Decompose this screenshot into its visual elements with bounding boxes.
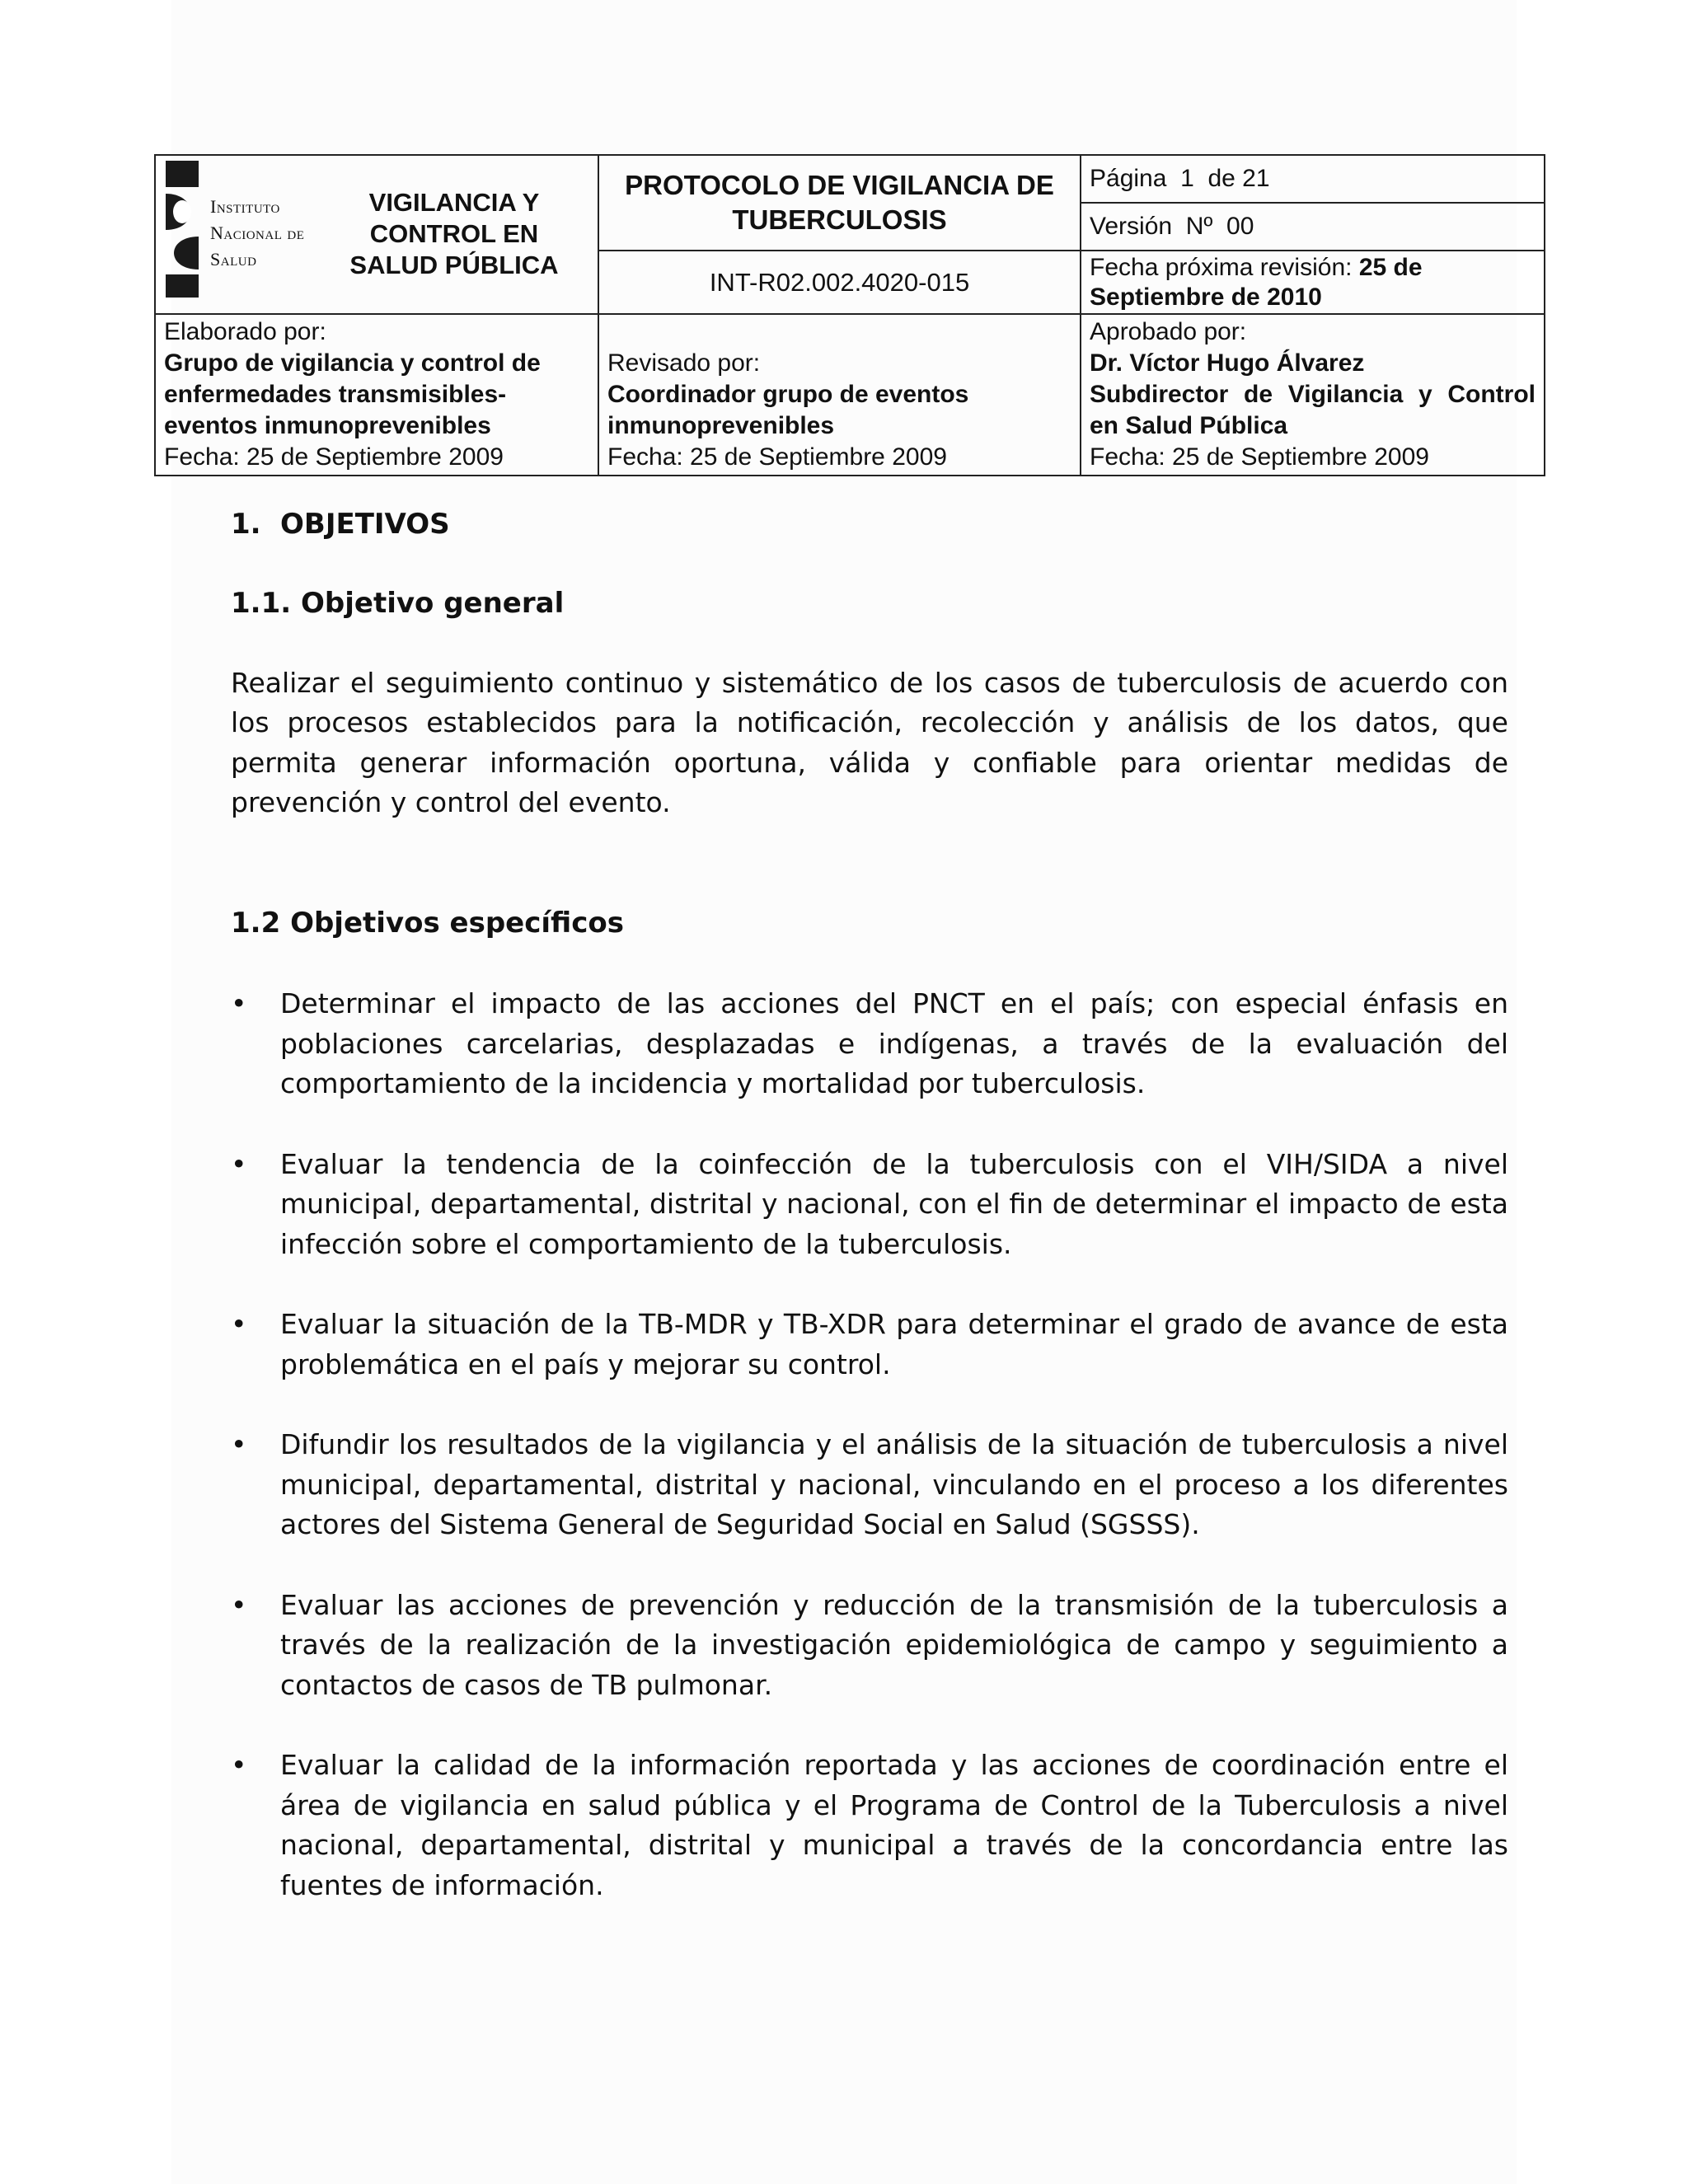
bullet-icon: • bbox=[231, 1428, 247, 1460]
bullet-icon: • bbox=[231, 1308, 247, 1340]
specific-objectives-heading: 1.2 Objetivos específicos bbox=[231, 906, 624, 940]
list-item: • Evaluar la calidad de la información reportada y las acciones de coordinación entre el área de vigilancia en salud pública y el Programa de Control de la Tuberculosis a nivel nacional, departamental, distrital y municipal a través de la concordancia entre las fuentes de información. bbox=[231, 1746, 1508, 1905]
ins-logo-icon bbox=[166, 161, 199, 298]
general-objective-heading: 1.1. Objetivo general bbox=[231, 587, 565, 620]
document-header-table bbox=[154, 154, 1545, 476]
logo-cell bbox=[155, 155, 598, 314]
version-number: Versión Nº 00 bbox=[1081, 203, 1545, 251]
bullet-icon: • bbox=[231, 1749, 247, 1781]
document-body bbox=[231, 504, 1508, 1905]
bullet-icon: • bbox=[231, 1147, 247, 1180]
specific-objectives-list bbox=[231, 984, 1508, 1905]
elaborado-cell: Elaborado por: Grupo de vigilancia y control de enfermedades transmisibles-eventos inmunoprevenibles Fecha: 25 de Septiembre 2009 bbox=[155, 314, 598, 476]
bullet-icon: • bbox=[231, 987, 247, 1019]
page-number: Página 1 de 21 bbox=[1081, 155, 1545, 203]
list-item: • Difundir los resultados de la vigilancia y el análisis de la situación de tuberculosis a nivel municipal, departamental, distrital y nacional, vinculando en el proceso a los diferentes actores del Sistema General de Seguridad Social en Salud (SGSSS). bbox=[231, 1425, 1508, 1545]
revisado-cell: Revisado por: Coordinador grupo de eventos inmunoprevenibles Fecha: 25 de Septiembre 2009 bbox=[598, 314, 1081, 476]
list-item: • Evaluar las acciones de prevención y reducción de la transmisión de la tuberculosis a través de la realización de la investigación epidemiológica de campo y seguimiento a contactos de casos de TB pulmonar. bbox=[231, 1586, 1508, 1706]
section-heading: 1. OBJETIVOS bbox=[231, 508, 450, 541]
unit-title: VIGILANCIA Y CONTROL EN SALUD PÚBLICA bbox=[349, 188, 559, 279]
list-item: • Determinar el impacto de las acciones del PNCT en el país; con especial énfasis en poblaciones carcelarias, desplazadas e indígenas, a través de la evaluación del comportamiento de la incidencia y mortalidad por tuberculosis. bbox=[231, 984, 1508, 1104]
institute-name: Instituto Nacional de Salud bbox=[210, 196, 305, 269]
bullet-icon: • bbox=[231, 1588, 247, 1621]
next-review-date: Fecha próxima revisión: 25 de Septiembre de 2010 bbox=[1081, 251, 1545, 314]
list-item: • Evaluar la tendencia de la coinfección de la tuberculosis con el VIH/SIDA a nivel municipal, departamental, distrital y nacional, con el fin de determinar el impacto de esta infección sobre el comportamiento de la tuberculosis. bbox=[231, 1145, 1508, 1265]
protocol-title: PROTOCOLO DE VIGILANCIA DE TUBERCULOSIS bbox=[598, 155, 1081, 251]
aprobado-cell: Aprobado por: Dr. Víctor Hugo Álvarez Subdirector de Vigilancia y Control en Salud Pública Fecha: 25 de Septiembre 2009 bbox=[1081, 314, 1545, 476]
general-objective-text: Realizar el seguimiento continuo y sistemático de los casos de tuberculosis de acuerdo con los procesos establecidos para la notificación, recolección y análisis de los datos, que permita generar información oportuna, válida y confiable para orientar medidas de prevención y control del evento. bbox=[231, 666, 1508, 818]
document-code: INT-R02.002.4020-015 bbox=[598, 251, 1081, 314]
list-item: • Evaluar la situación de la TB-MDR y TB-XDR para determinar el grado de avance de esta problemática en el país y mejorar su control. bbox=[231, 1305, 1508, 1385]
